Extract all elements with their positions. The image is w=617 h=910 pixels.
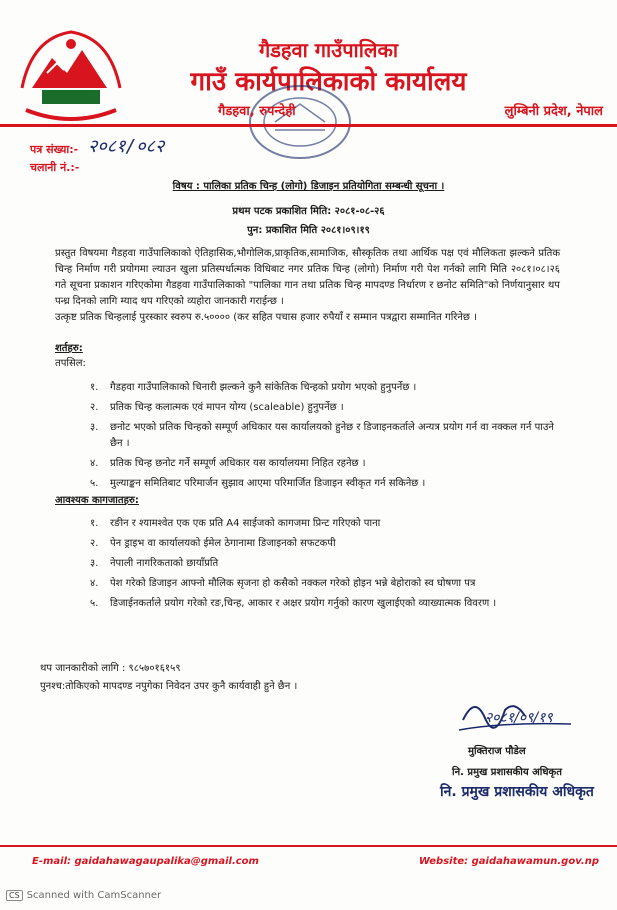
item-text: गैडहवा गाउँपालिकाको चिनारी झल्कने कुनै सांकेतिक चिन्हको प्रयोग भएको हुनुपर्नेछ । <box>110 382 417 393</box>
item-number: २. <box>90 538 99 549</box>
subject-line <box>0 178 617 192</box>
item-number: ४. <box>90 578 99 589</box>
item-number: ३. <box>90 422 99 433</box>
municipality-name: गैडहवा गाउँपालिका <box>258 38 399 62</box>
item-number: १. <box>90 518 99 529</box>
list-item <box>90 596 560 612</box>
first-published-date: प्रथम पटक प्रकाशित मिति: २०८१-०८-२६ <box>232 206 385 217</box>
list-item <box>90 420 560 452</box>
header-divider <box>0 124 617 127</box>
contact-info: थप जानकारीको लागि : ९८५७०१६१५९ <box>40 663 181 674</box>
item-text: रङीन र श्यामश्वेत एक एक प्रति A4 साईजको कागजमा प्रिन्ट गरिएको पाना <box>110 518 381 529</box>
item-number: १. <box>90 382 99 393</box>
footer-email: E-mail: gaidahawagaupalika@gmail.com <box>32 856 259 867</box>
item-text: डिजाईनकर्ताले प्रयोग गरेको रङ,चिन्ह, आकार र अक्षर प्रयोग गर्नुको कारण खुलाईएको व्याख्यात्मक विवरण । <box>110 598 497 609</box>
item-text: नेपाली नागरिकताको छायाँप्रति <box>110 558 219 569</box>
documents-heading: आवश्यक कागजातहरु: <box>55 495 139 506</box>
item-text: प्रतिक चिन्ह छनोट गर्ने सम्पूर्ण अधिकार यस कार्यालयमा निहित रहनेछ । <box>110 458 366 469</box>
conditions-heading: शर्तहरु: <box>55 343 83 354</box>
office-seal-stamp <box>245 82 355 162</box>
item-text: पेश गरेको डिजाइन आफ्नो मौलिक सृजना हो कसैको नक्कल गरेको होइन भन्ने बेहोराको स्व घोषणा पत्र <box>110 578 476 589</box>
list-item <box>90 536 560 552</box>
item-text: पेन ड्राइभ वा कार्यालयको ईमेल ठेगानामा डिजाइनको सफटकपी <box>110 538 336 549</box>
documents-list <box>90 516 560 616</box>
designation-stamp: नि. प्रमुख प्रशासकीय अधिकृत <box>440 784 594 800</box>
handwritten-signature <box>455 690 575 740</box>
details-label: तपसिल: <box>55 358 86 369</box>
list-item <box>90 556 560 572</box>
list-item <box>90 476 560 492</box>
scanner-text: Scanned with CamScanner <box>26 890 162 901</box>
scanner-watermark <box>6 890 161 901</box>
item-number: ३. <box>90 558 99 569</box>
footer-divider <box>0 845 617 847</box>
signature-date: २०८१/०९/१९ <box>485 710 553 726</box>
office-address: गैडहवा, रुपन्देही <box>218 104 296 119</box>
item-text: प्रतिक चिन्ह कलात्मक एवं मापन योग्य (scaleable) हुनुपर्नेछ । <box>110 402 344 413</box>
postscript-note: पुनश्च:तोकिएको मापदण्ड नपुगेका निवेदन उपर कुनै कार्यवाही हुने छैन । <box>40 681 298 692</box>
list-item <box>90 380 560 396</box>
footer-website: Website: gaidahawamun.gov.np <box>418 856 599 867</box>
conditions-list <box>90 380 560 496</box>
letter-number-label: पत्र संख्या:- <box>30 143 79 156</box>
list-item <box>90 516 560 532</box>
letter-number-value: २०८१/०८२ <box>88 136 165 157</box>
camscanner-icon: CS <box>6 890 23 901</box>
item-number: ५. <box>90 598 99 609</box>
signatory-title: नि. प्रमुख प्रशासकीय अधिकृत <box>452 767 562 778</box>
list-item <box>90 576 560 592</box>
signatory-name: मुक्तिराज पौडेल <box>468 746 526 757</box>
province-name: लुम्बिनी प्रदेश, नेपाल <box>504 104 603 119</box>
list-item <box>90 400 560 416</box>
prize-line: उत्कृष्ट प्रतिक चिन्हलाई पुरस्कार स्वरुप रु.५०००० (कर सहित पचास हजार रुपैयाँ र सम्मान पत्रद्वारा सम्मानित गरिनेछ । <box>55 312 477 323</box>
item-number: ४. <box>90 458 99 469</box>
item-text: छनोट भएको प्रतिक चिन्हको सम्पूर्ण अधिकार यस कार्यालयको हुनेछ र डिजाइनकर्ताले अन्यत्र प्रयोग गर्न वा नक्कल गर्न पाउने छैन । <box>110 422 554 449</box>
subject-text: विषय : पालिका प्रतिक चिन्ह (लोगो) डिजाइन प्रतियोगिता सम्बन्धी सूचना । <box>172 181 445 192</box>
republished-date: पुन: प्रकाशित मिति २०८१।०९।१९ <box>247 225 370 236</box>
dispatch-number-label: चलानी नं.:- <box>30 161 80 174</box>
item-number: ५. <box>90 478 99 489</box>
list-item <box>90 456 560 472</box>
intro-paragraph: प्रस्तुत विषयमा गैडहवा गाउँपालिकाको ऐतिहासिक,भौगोलिक,प्राकृतिक,सामाजिक, सौस्कृतिक तथा आर्थिक पक्ष एवं मौलिकता झल्कने प्रतिक चिन्ह निर्माण गरी प्रयोगमा ल्याउन खुला प्रतिस्पर्धात्मक विधिबाट नगर प्रतिक चिन्ह (लोगो) निर्माण गरी पेश गर्नको लागि मिति २०८१।०८।२६ गते सूचना प्रकाशन गरिएकोमा गैडहवा गाउँपालिकाको "पालिका गान तथा प्रतिक चिन्ह मापदण्ड निर्धारण र छनोट समिति"को निर्णयानुसार थप पन्ध्र दिनको लागि म्याद थप गरिएको व्यहोरा जानकारी गराईन्छ । <box>55 248 560 307</box>
item-text: मुल्याङ्कन समितिबाट परिमार्जन सुझाव आएमा परिमार्जित डिजाइन स्वीकृत गर्न सकिनेछ । <box>110 478 426 489</box>
item-number: २. <box>90 402 99 413</box>
office-name: गाउँ कार्यपालिकाको कार्यालय <box>190 67 467 97</box>
